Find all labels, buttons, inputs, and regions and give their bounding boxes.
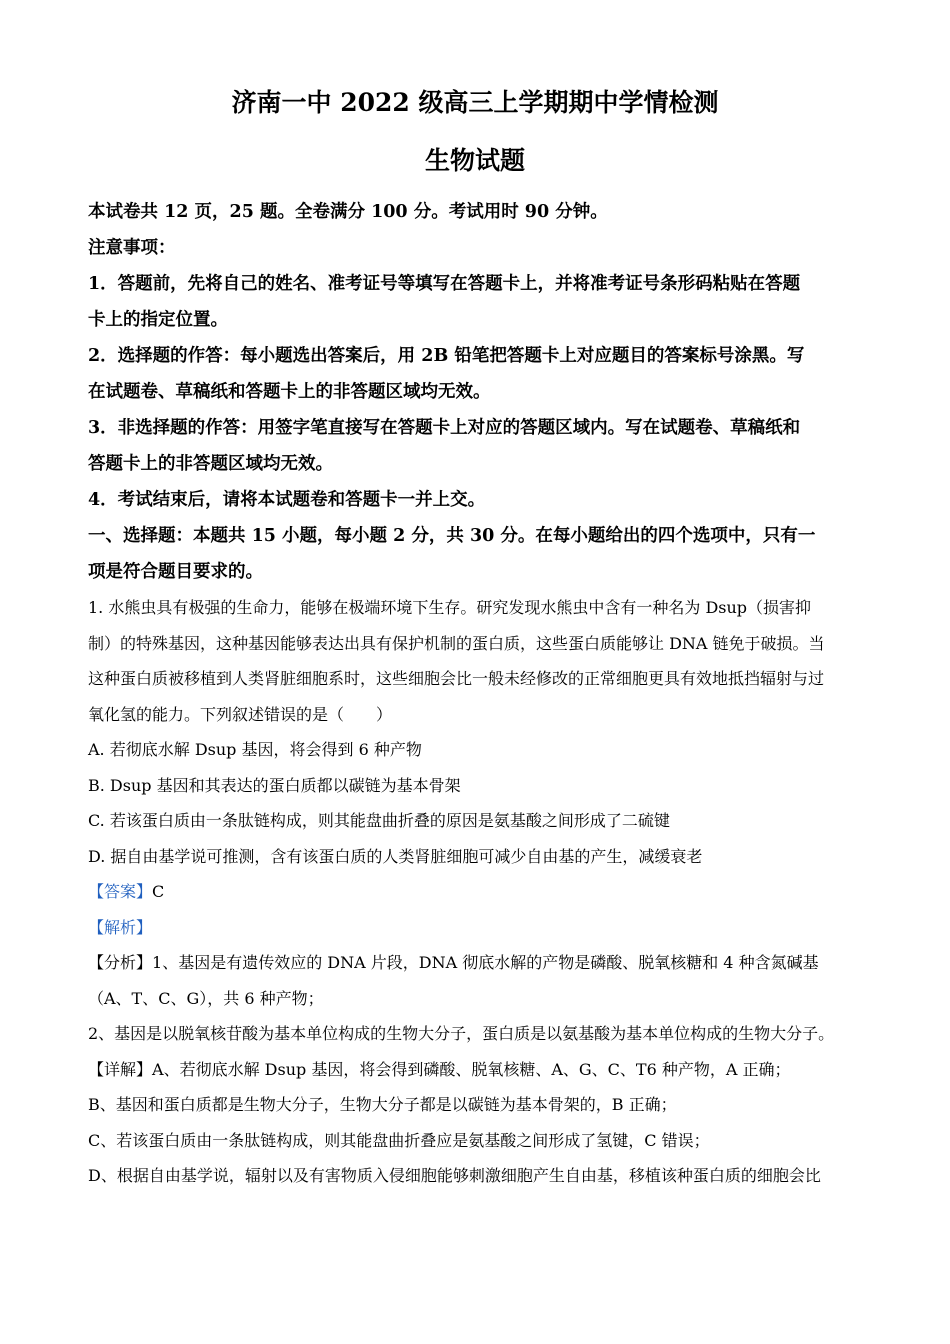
section-heading-line: 项是符合题目要求的。 [88,562,263,582]
option-c: C. 若该蛋白质由一条肽链构成，则其能盘曲折叠的原因是氨基酸之间形成了二硫键 [88,811,670,830]
exam-subtitle: 生物试题 [424,146,525,175]
notice-line: 答题卡上的非答题区域均无效。 [88,454,333,474]
exam-title: 济南一中 2022 级高三上学期期中学情检测 [231,88,719,117]
notice-line: 1．答题前，先将自己的姓名、准考证号等填写在答题卡上，并将准考证号条形码粘贴在答题 [88,274,801,294]
xiangjie-text: A、若彻底水解 Dsup 基因，将会得到磷酸、脱氧核糖、A、G、C、T6 种产物，A 正确； [152,1059,791,1079]
question-stem-line: 制）的特殊基因，这种基因能够表达出具有保护机制的蛋白质，这些蛋白质能够让 DNA 链免于破损。当 [88,633,825,653]
question-stem-line: 1. 水熊虫具有极强的生命力，能够在极端环境下生存。研究发现水熊虫中含有一种名为 Dsup（损害抑 [88,598,812,617]
notice-line: 2．选择题的作答：每小题选出答案后，用 2B 铅笔把答题卡上对应题目的答案标号涂黑。写 [88,346,805,366]
question-stem-line: 氧化氢的能力。下列叙述错误的是（ ） [88,704,393,724]
answer-value: C [152,882,165,901]
fenxi-text: 1、基因是有遗传效应的 DNA 片段，DNA 彻底水解的产物是磷酸、脱氧核糖和 4 种含氮碱基 [152,953,819,972]
xiangjie-line: D、根据自由基学说，辐射以及有害物质入侵细胞能够刺激细胞产生自由基，移植该种蛋白质的细胞会比 [88,1166,821,1185]
notice-line: 3．非选择题的作答：用签字笔直接写在答题卡上对应的答题区域内。写在试题卷、草稿纸和 [88,418,801,438]
fenxi-line [88,945,862,981]
notice-line: 卡上的指定位置。 [88,310,228,330]
fenxi-line: 2、基因是以脱氧核苷酸为基本单位构成的生物大分子，蛋白质是以氨基酸为基本单位构成的生物大分子。 [88,1024,835,1043]
option-b: B. Dsup 基因和其表达的蛋白质都以碳链为基本骨架 [88,775,461,795]
notice-line: 4．考试结束后，请将本试题卷和答题卡一并上交。 [88,490,486,510]
xiangjie-line [88,1052,862,1088]
exam-info: 本试卷共 12 页，25 题。全卷满分 100 分。考试用时 90 分钟。 [88,202,608,222]
xiangjie-tag: 【详解】 [88,1059,153,1079]
notice-heading: 注意事项： [88,238,176,258]
notice-line: 在试题卷、草稿纸和答题卡上的非答题区域均无效。 [88,382,491,402]
question-stem-line: 这种蛋白质被移植到人类肾脏细胞系时，这些细胞会比一般未经修改的正常细胞更具有效地抵挡辐射与过 [88,669,825,688]
section-heading-line: 一、选择题：本题共 15 小题，每小题 2 分，共 30 分。在每小题给出的四个选项中，只有一 [88,526,816,546]
option-a: A. 若彻底水解 Dsup 基因，将会得到 6 种产物 [88,740,422,759]
fenxi-tag: 【分析】 [88,953,153,972]
analysis-tag: 【解析】 [88,917,153,937]
xiangjie-line: B、基因和蛋白质都是生物大分子，生物大分子都是以碳链为基本骨架的，B 正确； [88,1095,677,1114]
answer-tag: 【答案】 [88,882,153,901]
xiangjie-line: C、若该蛋白质由一条肽链构成，则其能盘曲折叠应是氨基酸之间形成了氢键，C 错误； [88,1130,710,1150]
fenxi-line: （A、T、C、G），共 6 种产物； [88,988,324,1008]
option-d: D. 据自由基学说可推测，含有该蛋白质的人类肾脏细胞可减少自由基的产生，减缓衰老 [88,846,703,866]
answer-line [88,874,862,910]
analysis-line [88,910,862,946]
